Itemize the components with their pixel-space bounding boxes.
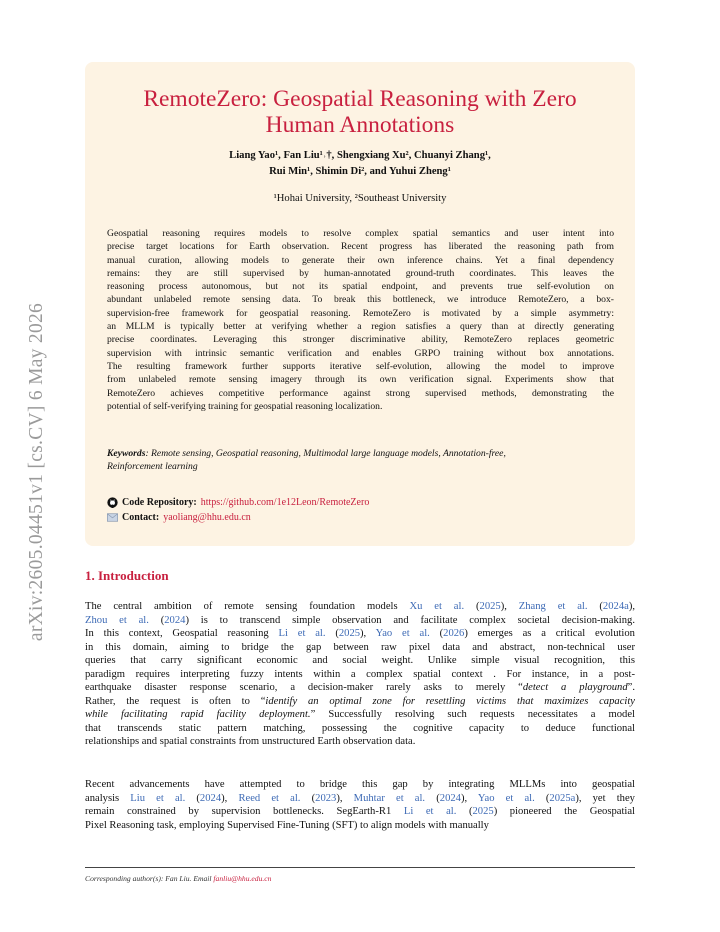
authors-line-1: Liang Yao¹, Fan Liu¹˒†, Shengxiang Xu², Chuanyi Zhang¹, bbox=[229, 150, 491, 161]
text-run: Pixel Reasoning task, employing Supervised Fine-Tuning (SFT) to align models with manually bbox=[85, 819, 489, 831]
text-run: remain constrained by supervision bottlenecks. SegEarth-R1 bbox=[85, 806, 404, 817]
contact-label: Contact bbox=[122, 512, 156, 523]
text-run: ”. bbox=[627, 682, 636, 693]
citation-link[interactable]: Liu et al. bbox=[130, 792, 186, 804]
text-run: ( bbox=[456, 806, 473, 817]
author-list bbox=[85, 148, 635, 180]
citation-link[interactable]: 2023 bbox=[315, 792, 337, 804]
text-run: ), bbox=[221, 792, 239, 804]
text-run: ( bbox=[300, 792, 316, 804]
citation-link[interactable]: 2024a bbox=[602, 601, 629, 612]
footnote bbox=[85, 874, 271, 883]
text-run: queries that carry significant economic and social weight. Unlike simple visual recognition, this bbox=[85, 655, 635, 666]
paragraph-line bbox=[85, 681, 635, 695]
text-run: that transcends static pattern matching, possessing the cognitive capacity to deduce functional bbox=[85, 722, 635, 734]
abstract-line: precise target locations for Earth observation. Recent progress has liberated the reasoning path from bbox=[107, 241, 614, 253]
github-icon bbox=[107, 497, 118, 508]
abstract-line: manual curation, allowing models to generate their own inference chains. Yet a final dependency bbox=[107, 254, 614, 266]
text-run: analysis bbox=[85, 792, 131, 804]
keywords-line-2: Reinforcement learning bbox=[107, 461, 198, 473]
citation-link[interactable]: 2024 bbox=[199, 792, 222, 804]
arxiv-id-text: arXiv:2605.04451v1 [cs.CV] 6 May 2026 bbox=[26, 302, 47, 642]
abstract-line: RemoteZero achieves competitive performance against strong supervised methods, demonstrating the bbox=[107, 387, 614, 399]
abstract bbox=[107, 227, 614, 413]
text-run: earthquake disaster response scenario, a decision-maker rarely asks to merely “ bbox=[85, 682, 523, 693]
citation-link[interactable]: 2025 bbox=[472, 806, 494, 817]
text-run: ” Successfully resolving such requests necessitates a model bbox=[310, 709, 636, 720]
abstract-line: abundant unlabeled remote sensing data. To break this bottleneck, we introduce RemoteZero, a box- bbox=[107, 294, 614, 306]
text-run: ), bbox=[360, 628, 376, 639]
text-run: ( bbox=[425, 792, 440, 804]
paragraph-line bbox=[85, 654, 635, 668]
footnote-email: fanliu@hhu.edu.cn bbox=[213, 874, 272, 883]
citation-link[interactable]: 2024 bbox=[439, 792, 461, 804]
authors-line-2: Rui Min¹, Shimin Di², and Yuhui Zheng¹ bbox=[269, 166, 451, 177]
paragraph-line bbox=[85, 735, 635, 749]
text-run: ), bbox=[460, 792, 478, 804]
text-run: ( bbox=[185, 792, 200, 804]
paragraph-line bbox=[85, 627, 635, 641]
footnote-rule bbox=[85, 867, 635, 868]
text-run: ) emerges as a critical evolution bbox=[464, 628, 635, 639]
citation-link[interactable]: Zhang et al. bbox=[518, 601, 588, 612]
paragraph-line bbox=[85, 722, 635, 736]
abstract-line: Geospatial reasoning requires models to resolve complex spatial semantics and user intent into bbox=[107, 228, 614, 239]
abstract-line: precise coordinates. Leveraging this stronger discriminative ability, RemoteZero replaces geometric bbox=[107, 334, 614, 346]
text-run: in this domain, aiming to bridge the gap between raw pixel data and abstract, non-technical user bbox=[85, 641, 635, 653]
paragraph-line bbox=[85, 600, 635, 614]
paragraph-line bbox=[85, 805, 635, 819]
contact-email-link[interactable]: yaoliang@hhu.edu.cn bbox=[163, 512, 251, 523]
abstract-line: an MLLM is typically better at verifying whether a region satisfies a query than at directly generating bbox=[107, 321, 614, 333]
citation-link[interactable]: Reed et al. bbox=[238, 792, 301, 804]
paragraph-line bbox=[85, 778, 635, 792]
title-line-1: RemoteZero: Geospatial Reasoning with Zero bbox=[143, 86, 577, 112]
abstract-line: from unlabeled remote sensing imagery through its own verification signal. Experiments show that bbox=[107, 374, 614, 386]
text-run: Rather, the request is often to “ bbox=[85, 695, 266, 707]
text-run: while facilitating rapid facility deployment. bbox=[85, 709, 311, 720]
text-run: ), bbox=[336, 792, 354, 804]
text-run: relationships and spatial constraints from unstructured Earth observation data. bbox=[85, 736, 416, 747]
text-run: ), yet they bbox=[575, 792, 635, 804]
text-run: The central ambition of remote sensing foundation models bbox=[85, 601, 410, 612]
abstract-line: supervision-free framework for geospatial reasoning. RemoteZero is motivated by a simple asymmetry: bbox=[107, 307, 614, 319]
contact-row: Contact: yaoliang@hhu.edu.cn bbox=[107, 510, 614, 525]
text-run: ) is to transcend simple observation and facilitate complex societal decision-making. bbox=[185, 614, 635, 626]
citation-link[interactable]: Xu et al. bbox=[409, 601, 465, 612]
citation-link[interactable]: Li et al. bbox=[403, 806, 457, 817]
abstract-line: supervision with intrinsic semantic verification and enables GRPO training without box annotations. bbox=[107, 347, 614, 359]
intro-paragraph-2 bbox=[85, 778, 635, 832]
text-run: ) pioneered the Geospatial bbox=[493, 806, 635, 817]
mail-icon bbox=[107, 512, 118, 523]
title-line-2: Human Annotations bbox=[265, 112, 455, 138]
links-block bbox=[107, 495, 614, 525]
abstract-line: The resulting framework further supports iterative self-evolution, allowing the model to improve bbox=[107, 360, 614, 372]
text-run: ), bbox=[500, 601, 519, 612]
section-heading-introduction: 1. Introduction bbox=[85, 568, 169, 583]
abstract-line: remains: they are still supervised by human-annotated ground-truth coordinates. This leaves the bbox=[107, 267, 614, 279]
citation-link[interactable]: 2026 bbox=[443, 628, 465, 639]
code-repo-row: Code Repository: https://github.com/1e12Leon/RemoteZero bbox=[107, 495, 614, 510]
affiliations: ¹Hohai University, ²Southeast University bbox=[273, 193, 447, 204]
intro-paragraph-1 bbox=[85, 600, 635, 749]
paragraph-line bbox=[85, 792, 635, 806]
paragraph-line bbox=[85, 614, 635, 628]
paragraph-line bbox=[85, 668, 635, 682]
text-run: ( bbox=[148, 614, 165, 626]
text-run: ( bbox=[464, 601, 480, 612]
keywords bbox=[107, 447, 614, 474]
text-run: paradigm requires interpreting fuzzy intents within a complex spatial context . For instance, in a post- bbox=[85, 668, 635, 680]
footnote-text: Corresponding author(s): Fan Liu. Email bbox=[85, 874, 214, 883]
code-repo-label: Code Repository bbox=[122, 497, 194, 508]
text-run: Recent advancements have attempted to bridge this gap by integrating MLLMs into geospatial bbox=[85, 779, 635, 790]
text-run: ( bbox=[429, 628, 444, 639]
citation-link[interactable]: Zhou et al. bbox=[85, 614, 149, 626]
text-run: ( bbox=[325, 628, 339, 639]
keywords-label: Keywords bbox=[107, 448, 146, 459]
text-run: identify an optimal zone for resettling victims that maximizes capacity bbox=[265, 695, 635, 707]
citation-link[interactable]: 2025 bbox=[338, 628, 361, 639]
text-run: ), bbox=[628, 601, 635, 612]
paper-title bbox=[85, 86, 635, 138]
abstract-line: potential of self-verifying training for geospatial reasoning localization. bbox=[107, 400, 383, 412]
arxiv-identifier bbox=[22, 262, 52, 682]
abstract-line: reasoning process autonomous, but not its spatial endpoint, and prevents true self-evolution on bbox=[107, 281, 614, 293]
citation-link[interactable]: 2025a bbox=[549, 792, 576, 804]
paragraph-line bbox=[85, 819, 635, 833]
keywords-line-1: : Remote sensing, Geospatial reasoning, Multimodal large language models, Annotation-free, bbox=[145, 448, 506, 459]
citation-link[interactable]: 2024 bbox=[164, 614, 186, 626]
paragraph-line bbox=[85, 695, 635, 709]
citation-link[interactable]: Muhtar et al. bbox=[353, 792, 426, 804]
text-run: ( bbox=[587, 601, 603, 612]
text-run: ( bbox=[534, 792, 550, 804]
citation-link[interactable]: Yao et al. bbox=[477, 792, 535, 804]
citation-link[interactable]: Li et al. bbox=[278, 628, 326, 639]
citation-link[interactable]: Yao et al. bbox=[375, 628, 430, 639]
paragraph-line bbox=[85, 641, 635, 655]
code-repo-link[interactable]: https://github.com/1e12Leon/RemoteZero bbox=[200, 497, 370, 508]
text-run: detect a playground bbox=[522, 682, 628, 693]
text-run: In this context, Geospatial reasoning bbox=[85, 628, 279, 639]
citation-link[interactable]: 2025 bbox=[479, 601, 501, 612]
paragraph-line bbox=[85, 708, 635, 722]
